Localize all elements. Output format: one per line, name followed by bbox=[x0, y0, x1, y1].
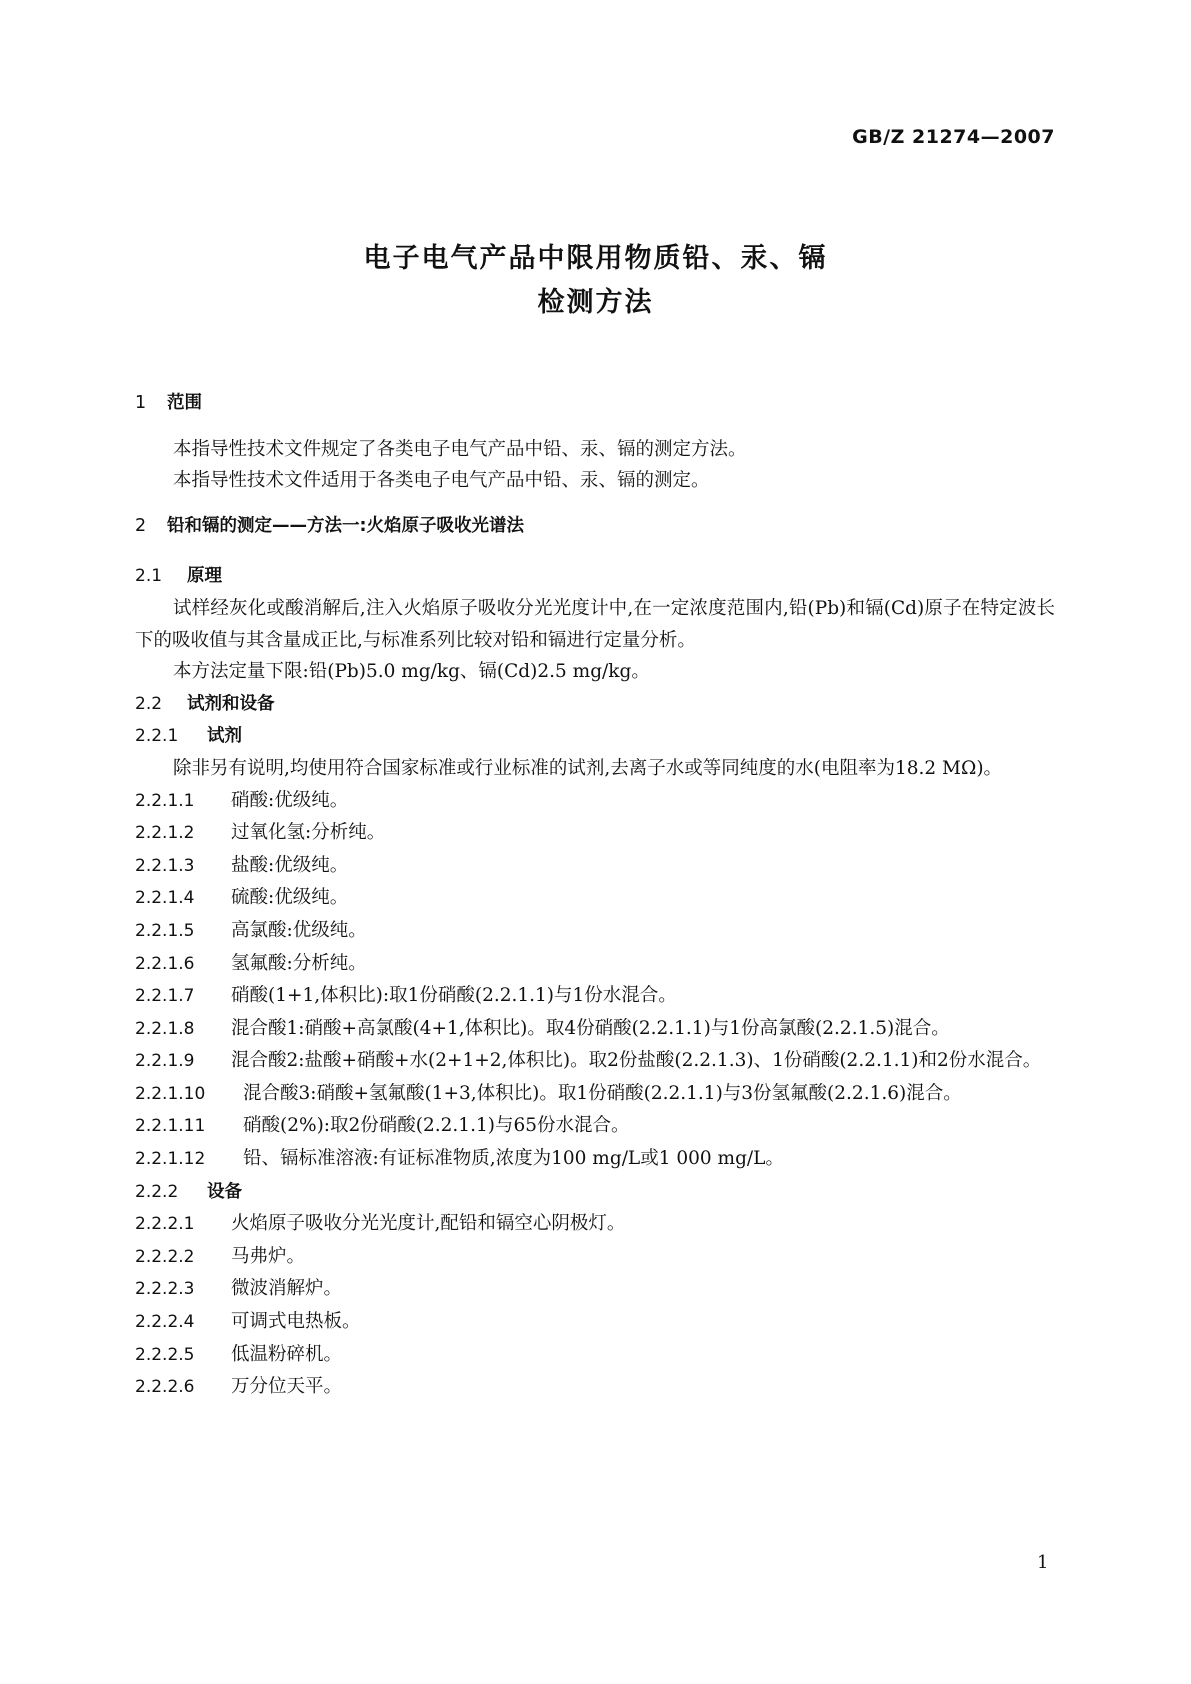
item-number: 2.2.1.5 bbox=[135, 920, 195, 941]
item-text: 铅、镉标准溶液:有证标准物质,浓度为100 mg/L或1 000 mg/L。 bbox=[243, 1148, 784, 1170]
section-title: 试剂和设备 bbox=[187, 693, 275, 714]
section-title: 设备 bbox=[207, 1181, 242, 1202]
paragraph: 本方法定量下限:铅(Pb)5.0 mg/kg、镉(Cd)2.5 mg/kg。 bbox=[173, 661, 650, 683]
item-text: 火焰原子吸收分光光度计,配铅和镉空心阴极灯。 bbox=[231, 1213, 626, 1235]
item-text: 可调式电热板。 bbox=[231, 1311, 361, 1333]
item-number: 2.2.1.1 bbox=[135, 790, 195, 811]
item-number: 2.2.2.3 bbox=[135, 1279, 195, 1300]
section-title: 试剂 bbox=[207, 726, 242, 747]
item-number: 2.2.1.3 bbox=[135, 855, 195, 876]
item-number: 2.2.1.6 bbox=[135, 953, 195, 974]
item-text: 低温粉碎机。 bbox=[231, 1343, 343, 1365]
item-number: 2.2.2.2 bbox=[135, 1246, 195, 1267]
section-number: 2.2 bbox=[135, 693, 163, 714]
item-number: 2.2.2.4 bbox=[135, 1312, 195, 1333]
item-number: 2.2.1.10 bbox=[135, 1083, 206, 1104]
list-item bbox=[135, 1371, 1055, 1404]
item-number: 2.2.1.11 bbox=[135, 1116, 206, 1137]
item-number: 2.2.2.1 bbox=[135, 1214, 195, 1235]
item-number: 2.2.2.5 bbox=[135, 1344, 195, 1365]
item-text: 混合酸2:盐酸+硝酸+水(2+1+2,体积比)。取2份盐酸(2.2.1.3)、1份硝酸(2.2.1.1)和2份水混合。 bbox=[231, 1050, 1042, 1072]
item-text: 混合酸3:硝酸+氢氟酸(1+3,体积比)。取1份硝酸(2.2.1.1)与3份氢氟酸(2.2.1.6)混合。 bbox=[243, 1082, 962, 1104]
list-item bbox=[135, 785, 1055, 818]
paragraph: 试样经灰化或酸消解后,注入火焰原子吸收分光光度计中,在一定浓度范围内,铅(Pb)和镉(Cd)原子在特定波长下的吸收值与其含量成正比,与标准系列比较对铅和镉进行定量分析。 bbox=[135, 597, 1055, 651]
item-text: 微波消解炉。 bbox=[231, 1278, 343, 1300]
item-number: 2.2.1.2 bbox=[135, 823, 195, 844]
standard-code: GB/Z 21274—2007 bbox=[852, 126, 1055, 148]
document-body bbox=[135, 388, 1055, 1404]
section-2-2-1-heading bbox=[135, 720, 1055, 753]
paragraph: 本指导性技术文件适用于各类电子电气产品中铅、汞、镉的测定。 bbox=[173, 470, 710, 492]
item-text: 马弗炉。 bbox=[231, 1245, 306, 1267]
item-number: 2.2.1.8 bbox=[135, 1018, 195, 1039]
section-number: 2.1 bbox=[135, 566, 163, 587]
item-text: 盐酸:优级纯。 bbox=[231, 854, 349, 876]
list-item bbox=[135, 1208, 1055, 1241]
list-item bbox=[135, 1273, 1055, 1306]
item-text: 高氯酸:优级纯。 bbox=[231, 919, 367, 941]
paragraph: 本指导性技术文件规定了各类电子电气产品中铅、汞、镉的测定方法。 bbox=[173, 438, 747, 460]
item-number: 2.2.1.12 bbox=[135, 1149, 206, 1170]
section-title: 原理 bbox=[187, 566, 222, 587]
list-item bbox=[135, 980, 1055, 1013]
section-title: 铅和镉的测定——方法一:火焰原子吸收光谱法 bbox=[167, 515, 524, 536]
list-item bbox=[135, 1013, 1055, 1046]
section-2-heading bbox=[135, 511, 1055, 543]
item-number: 2.2.1.4 bbox=[135, 888, 195, 909]
item-text: 硫酸:优级纯。 bbox=[231, 887, 349, 909]
item-text: 过氧化氢:分析纯。 bbox=[231, 822, 386, 844]
section-number: 2.2.1 bbox=[135, 726, 179, 747]
item-text: 硝酸(1+1,体积比):取1份硝酸(2.2.1.1)与1份水混合。 bbox=[231, 985, 677, 1007]
section-2-2-2-heading bbox=[135, 1176, 1055, 1209]
item-text: 硝酸:优级纯。 bbox=[231, 789, 349, 811]
list-item bbox=[135, 850, 1055, 883]
item-number: 2.2.1.7 bbox=[135, 986, 195, 1007]
item-text: 氢氟酸:分析纯。 bbox=[231, 952, 367, 974]
section-title: 范围 bbox=[167, 393, 202, 413]
list-item bbox=[135, 882, 1055, 915]
list-item bbox=[135, 1110, 1055, 1143]
section-2-1-heading bbox=[135, 560, 1055, 593]
section-number: 1 bbox=[135, 393, 147, 413]
page-number: 1 bbox=[1037, 1552, 1049, 1573]
list-item bbox=[135, 915, 1055, 948]
list-item bbox=[135, 1306, 1055, 1339]
item-number: 2.2.1.9 bbox=[135, 1051, 195, 1072]
section-number: 2 bbox=[135, 515, 147, 536]
item-text: 硝酸(2%):取2份硝酸(2.2.1.1)与65份水混合。 bbox=[243, 1115, 630, 1137]
item-number: 2.2.2.6 bbox=[135, 1377, 195, 1398]
document-title-line1: 电子电气产品中限用物质铅、汞、镉 bbox=[363, 243, 828, 274]
list-item bbox=[135, 1045, 1055, 1078]
list-item bbox=[135, 948, 1055, 981]
list-item bbox=[135, 1339, 1055, 1372]
document-title-line2: 检测方法 bbox=[537, 287, 654, 318]
section-2-2-heading bbox=[135, 688, 1055, 721]
item-text: 万分位天平。 bbox=[231, 1376, 343, 1398]
item-text: 混合酸1:硝酸+高氯酸(4+1,体积比)。取4份硝酸(2.2.1.1)与1份高氯酸(2.2.1.5)混合。 bbox=[231, 1017, 950, 1039]
section-number: 2.2.2 bbox=[135, 1181, 179, 1202]
paragraph: 除非另有说明,均使用符合国家标准或行业标准的试剂,去离子水或等同纯度的水(电阻率为18.2 MΩ)。 bbox=[173, 757, 1003, 779]
list-item bbox=[135, 1143, 1055, 1176]
section-1-heading bbox=[135, 388, 1055, 420]
list-item bbox=[135, 1241, 1055, 1274]
list-item bbox=[135, 1078, 1055, 1111]
list-item bbox=[135, 817, 1055, 850]
